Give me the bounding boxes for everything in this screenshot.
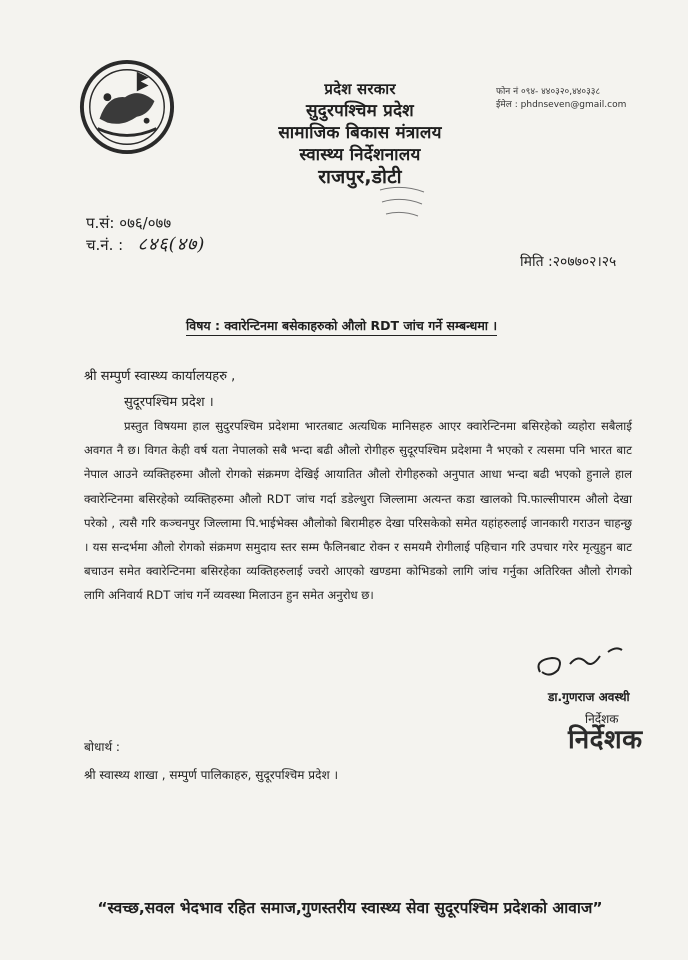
footer-slogan: “स्वच्छ,सवल भेदभाव रहित समाज,गुणस्तरीय स्वास्थ्य सेवा सुदूरपश्चिम प्रदेशको आवाज” [97,899,603,917]
signer-name: डा.गुणराज अवस्थी [548,690,630,704]
subject-line: विषय : क्वारेन्टिनमा बसेकाहरुको औलो RDT जांच गर्ने सम्बन्धमा । [186,317,497,336]
addressee-line-2: सुदूरपश्चिम प्रदेश । [124,395,214,410]
letterhead [240,78,480,188]
letterhead-line-2: सुदुरपश्चिम प्रदेश [306,101,414,121]
letterhead-line-5: राजपुर,डोटी [318,166,402,188]
signer-designation: निर्देशक [585,712,619,726]
government-emblem-icon [78,58,176,156]
ps-value: ०७६/०७७ [119,214,172,232]
ps-label: प.सं: [86,214,115,232]
handwritten-signature [530,636,640,686]
contact-info [496,86,626,112]
office-seal-stamp [376,182,428,224]
letterhead-line-3: सामाजिक बिकास मंत्रालय [278,123,442,143]
cn-number [86,234,205,256]
email-address: ईमेल : phdnseven@gmail.com [496,100,627,110]
cc-recipients: श्री स्वास्थ्य शाखा , सम्पुर्ण पालिकाहरु, सुदूरपश्चिम प्रदेश । [84,768,339,782]
letterhead-line-4: स्वास्थ्य निर्देशनालय [299,145,421,165]
addressee-line-1: श्री सम्पुर्ण स्वास्थ्य कार्यालयहरु , [84,369,236,384]
designation-stamp: निर्देशक [568,725,643,755]
cn-label: च.नं. : [86,236,124,254]
reference-block [86,212,205,256]
phone-number: फोन नं ०९४- ४४०३२०,४४०३३८ [496,87,601,97]
cc-label: बोधार्थ : [84,740,120,754]
ps-number [86,212,205,234]
letterhead-line-1: प्रदेश सरकार [324,80,396,98]
letter-body: प्रस्तुत विषयमा हाल सुदुरपश्चिम प्रदेशमा भारतबाट अत्यधिक मानिसहरु आएर क्वारेन्टिनमा बसिरहेको व्यहोरा सबैलाई अवगत नै छ। विगत केही वर्ष यता नेपालको सबै भन्दा बढी औलो रोगीहरु सुदूरपश्चिम प्रदेशमा नै भएको र त्यसमा पनि भारत बाट नेपाल आउने व्यक्तिहरुमा औलो रोगको संक्रमण देखिई आयातित औलो रोगीहरुको अनुपात आधा भन्दा बढी भएको हुनाले हाल क्वारेन्टिनमा बसिरहेको व्यक्तिहरुमा औलो RDT जांच गर्दा डडेल्धुरा जिल्लामा अत्यन्त कडा खालको पि.फाल्सीपारम औलो देखा परेको , त्यसै गरि कञ्चनपुर जिल्लामा पि.भाईभेक्स औलोको बिरामीहरु देखा परिसकेको समेत यहांहरुलाई जानकारी गराउन चाहन्छु । यस सन्दर्भमा औलो रोगको संक्रमण समुदाय स्तर सम्म फैलिनबाट रोक्न र समयमै रोगीलाई पहिचान गरि उपचार गरेर मृत्युहुन बाट बचाउन समेत क्वारेन्टिनमा बसिरहेका व्यक्तिहरुलाई ज्वरो आएको खण्डमा कोभिडको लागि जांच गर्नुका अतिरिक्त औलो रोगको लागि अनिवार्य RDT जांच गर्ने व्यवस्था मिलाउन हुन समेत अनुरोध छ। [84,419,632,603]
cn-value: ८४६(४७) [137,234,206,255]
letter-date: मिति :२०७७०२।२५ [520,254,617,270]
